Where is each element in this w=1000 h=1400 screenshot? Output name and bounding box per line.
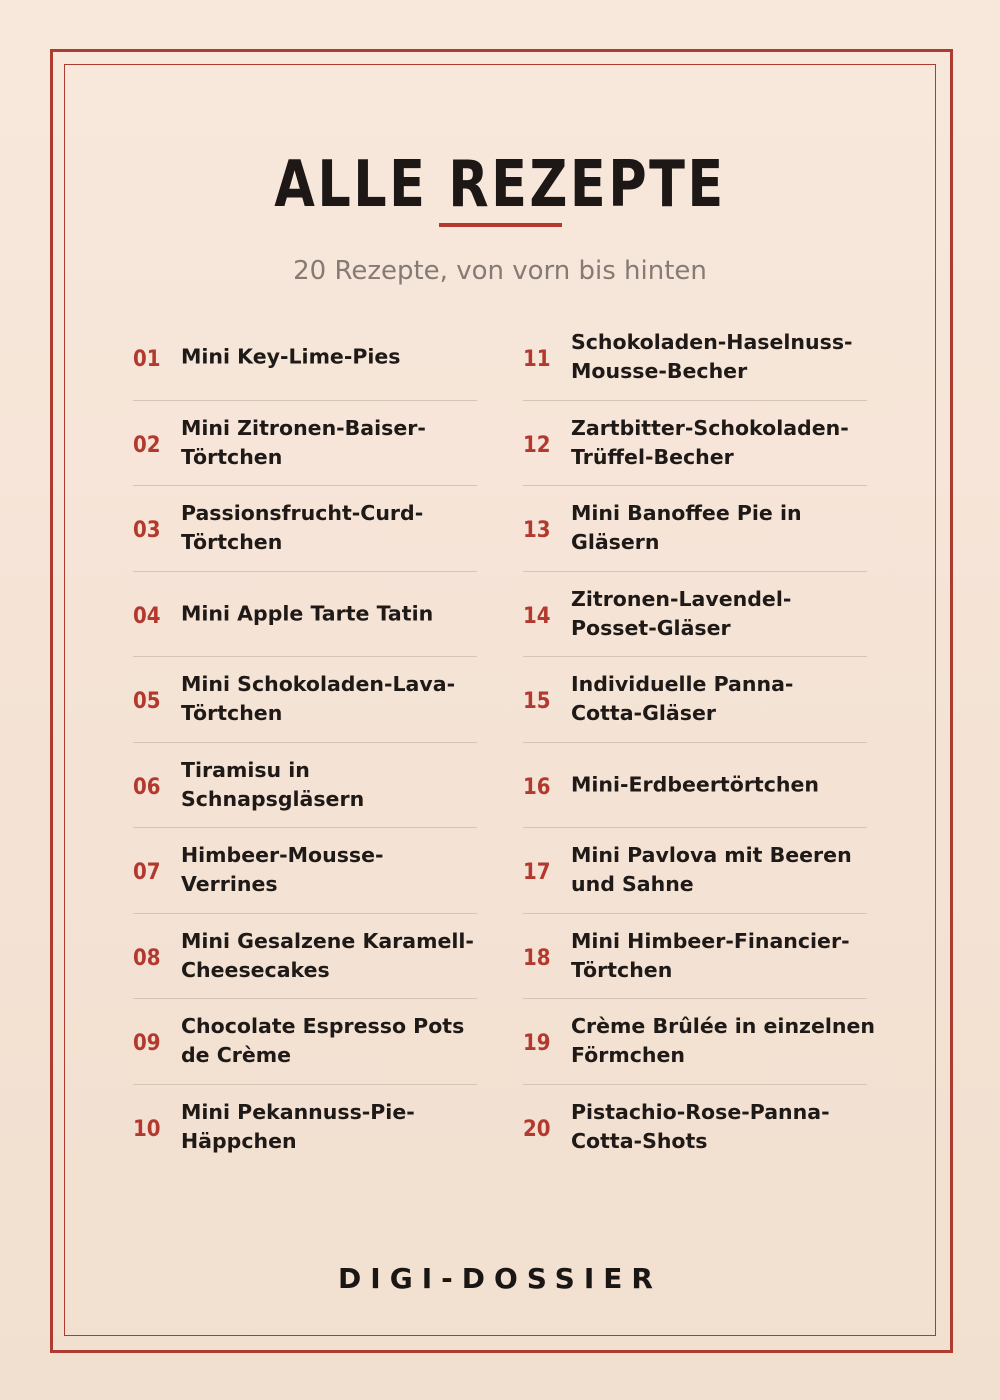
- recipe-item[interactable]: [523, 1084, 867, 1170]
- recipe-item[interactable]: [523, 571, 867, 657]
- recipe-number: 18: [523, 945, 551, 971]
- recipe-name: Tiramisu in Schnapsgläsern: [181, 757, 365, 811]
- recipe-number: 20: [523, 1116, 551, 1142]
- recipe-item[interactable]: [133, 827, 477, 913]
- recipe-name: Mini Key-Lime-Pies: [181, 344, 401, 369]
- recipe-item[interactable]: [133, 1084, 477, 1170]
- recipe-item[interactable]: [523, 913, 867, 999]
- page-title: ALLE REZEPTE: [274, 148, 726, 222]
- recipe-number: 10: [133, 1116, 161, 1142]
- recipe-name: Zartbitter-Schokoladen- Trüffel-Becher: [571, 415, 849, 469]
- recipe-name: Mini Banoffee Pie in Gläsern: [571, 501, 802, 555]
- recipe-name: Chocolate Espresso Pots de Crème: [181, 1014, 465, 1068]
- recipe-name: Pistachio-Rose-Panna- Cotta-Shots: [571, 1099, 830, 1153]
- recipe-number: 16: [523, 774, 551, 800]
- recipe-item[interactable]: [523, 400, 867, 486]
- recipe-number: 01: [133, 346, 161, 372]
- recipe-name: Individuelle Panna- Cotta-Gläser: [571, 672, 794, 726]
- recipe-item[interactable]: [523, 742, 867, 828]
- page-subtitle: 20 Rezepte, von vorn bis hinten: [293, 256, 707, 286]
- recipe-item[interactable]: [133, 913, 477, 999]
- recipe-name: Mini Zitronen-Baiser- Törtchen: [181, 415, 426, 469]
- recipe-number: 13: [523, 518, 551, 544]
- recipe-number: 06: [133, 774, 161, 800]
- recipe-name: Mini-Erdbeertörtchen: [571, 772, 819, 797]
- recipe-name: Passionsfrucht-Curd- Törtchen: [181, 501, 424, 555]
- recipe-number: 08: [133, 945, 161, 971]
- recipe-name: Mini Pekannuss-Pie- Häppchen: [181, 1099, 415, 1153]
- recipe-item[interactable]: [523, 827, 867, 913]
- recipe-number: 19: [523, 1031, 551, 1057]
- recipe-number: 11: [523, 346, 551, 372]
- recipe-name: Mini Pavlova mit Beeren und Sahne: [571, 843, 852, 897]
- recipe-number: 09: [133, 1031, 161, 1057]
- recipe-name: Mini Gesalzene Karamell- Cheesecakes: [181, 928, 474, 982]
- recipe-number: 12: [523, 432, 551, 458]
- recipe-item[interactable]: [133, 571, 477, 657]
- recipe-name: Mini Himbeer-Financier- Törtchen: [571, 928, 850, 982]
- recipe-number: 15: [523, 689, 551, 715]
- recipe-number: 17: [523, 860, 551, 886]
- recipe-item[interactable]: [523, 485, 867, 571]
- recipe-name: Schokoladen-Haselnuss- Mousse-Becher: [571, 329, 853, 383]
- footer-brand: DIGI-DOSSIER: [338, 1262, 662, 1295]
- recipe-item[interactable]: [133, 314, 477, 400]
- recipe-number: 03: [133, 518, 161, 544]
- recipe-item[interactable]: [523, 998, 875, 1084]
- recipe-name: Himbeer-Mousse- Verrines: [181, 843, 384, 897]
- recipe-item[interactable]: [523, 656, 867, 742]
- recipe-list-left: [133, 314, 477, 1169]
- recipe-item[interactable]: [133, 742, 477, 828]
- recipe-item[interactable]: [133, 656, 477, 742]
- recipe-list-right: [523, 314, 875, 1169]
- recipe-name: Zitronen-Lavendel- Posset-Gläser: [571, 586, 792, 640]
- recipe-number: 14: [523, 603, 551, 629]
- recipe-item[interactable]: [523, 314, 867, 400]
- recipe-number: 07: [133, 860, 161, 886]
- title-underline: [439, 223, 562, 227]
- recipe-item[interactable]: [133, 400, 477, 486]
- recipe-number: 04: [133, 603, 161, 629]
- recipe-number: 05: [133, 689, 161, 715]
- recipe-item[interactable]: [133, 485, 477, 571]
- recipe-item[interactable]: [133, 998, 477, 1084]
- recipe-name: Mini Schokoladen-Lava- Törtchen: [181, 672, 456, 726]
- recipe-name: Crème Brûlée in einzelnen Förmchen: [571, 1014, 875, 1068]
- recipe-number: 02: [133, 432, 161, 458]
- recipe-name: Mini Apple Tarte Tatin: [181, 601, 434, 626]
